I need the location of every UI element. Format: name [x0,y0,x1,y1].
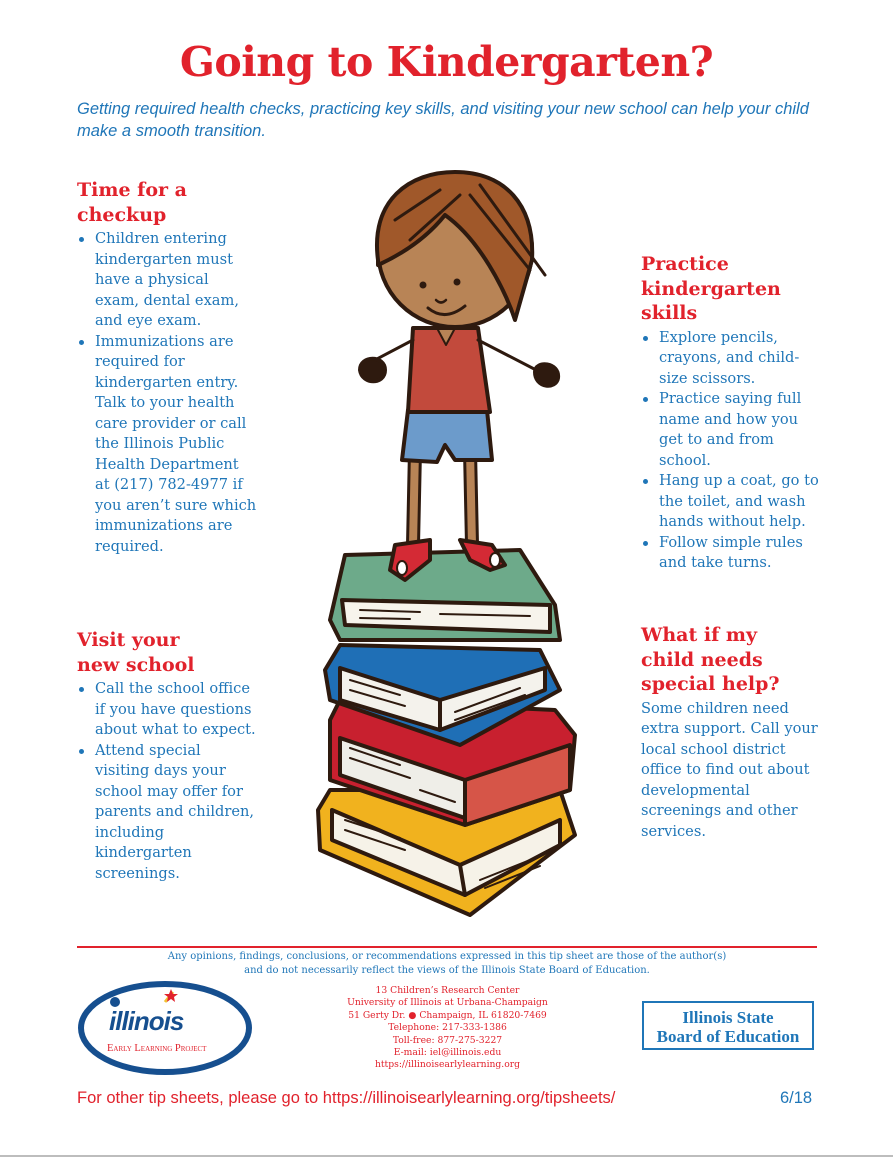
section-body: Some children need extra support. Call your local school district office to find out about developmental screenings and other services. [641,699,818,840]
bullet-item: Practice saying full name and how you get to and from school. [641,389,821,471]
isbe-logo-line: Board of Education [656,1027,800,1046]
heading-line: What if my [641,624,758,646]
disclaimer-line: and do not necessarily reflect the views of the Illinois State Board of Education. [244,965,650,976]
child-on-books-illustration [300,170,600,930]
tollfree-line: Toll-free: 877-275-3227 [392,1034,503,1046]
section-visit-school [77,628,257,884]
heading-line: child needs [641,648,763,671]
illinois-early-learning-project-logo [77,980,253,1076]
page-title: Going to Kindergarten? [179,38,714,86]
isbe-logo-line: Illinois State [682,1008,774,1027]
disclaimer [77,950,817,978]
heading-line: Time for a [77,179,187,201]
footer-divider [77,946,817,948]
tipsheets-link[interactable]: For other tip sheets, please go to https://illinoisearlylearning.org/tipsheets/ [77,1089,616,1107]
contact-address [330,985,565,1072]
section-special-help [641,623,821,842]
address-line: University of Illinois at Urbana-Champaign [347,997,548,1009]
page-subtitle: Getting required health checks, practicing key skills, and visiting your new school can help your child make a smooth transition. [77,100,809,140]
heading-line: kindergarten [641,277,781,300]
bullet-item: Immunizations are required for kindergarten entry. Talk to your health care provider or call the Illinois Public Health Department at (217) 782-4977 if you aren’t sure which immunizations are required. [77,332,257,558]
bullet-list [641,328,821,574]
email-link[interactable]: E-mail: iel@illinois.edu [393,1047,502,1059]
bullet-item: Call the school office if you have questions about what to expect. [77,679,257,741]
ielp-wordmark: illinois [109,1006,184,1036]
heading-line: special help? [641,673,780,695]
bullet-item: Hang up a coat, go to the toilet, and wash hands without help. [641,471,821,533]
address-line: 13 Children’s Research Center [375,985,520,996]
isbe-logo [642,1001,814,1050]
page-code: 6/18 [780,1089,813,1107]
heading-line: skills [641,302,698,324]
heading-line: new school [77,653,195,676]
website-link[interactable]: https://illinoisearlylearning.org [374,1059,521,1071]
bullet-item: Children entering kindergarten must have a physical exam, dental exam, and eye exam. [77,229,257,332]
section-checkup [77,178,257,557]
bullet-item: Follow simple rules and take turns. [641,533,821,574]
phone-line: Telephone: 217-333-1386 [388,1022,507,1034]
heading-line: checkup [77,203,167,226]
address-line: 51 Gerty Dr. ● Champaign, IL 61820-7469 [348,1009,547,1021]
section-practice-skills [641,252,821,574]
disclaimer-line: Any opinions, findings, conclusions, or recommendations expressed in this tip sheet are those of the author(s) [167,951,727,962]
bullet-item: Attend special visiting days your school may offer for parents and children, including kindergarten screenings. [77,741,257,885]
section-heading [77,628,257,677]
heading-line: Visit your [77,629,180,651]
section-heading [641,252,821,326]
heading-line: Practice [641,253,729,275]
section-heading [641,623,821,697]
page-edge-divider [0,1155,893,1157]
bullet-list [77,679,257,884]
green-book-icon [330,550,560,640]
bullet-list [77,229,257,557]
bullet-item: Explore pencils, crayons, and child-size scissors. [641,328,821,390]
ielp-tagline: Early Learning Project [107,1043,207,1054]
section-heading [77,178,257,227]
